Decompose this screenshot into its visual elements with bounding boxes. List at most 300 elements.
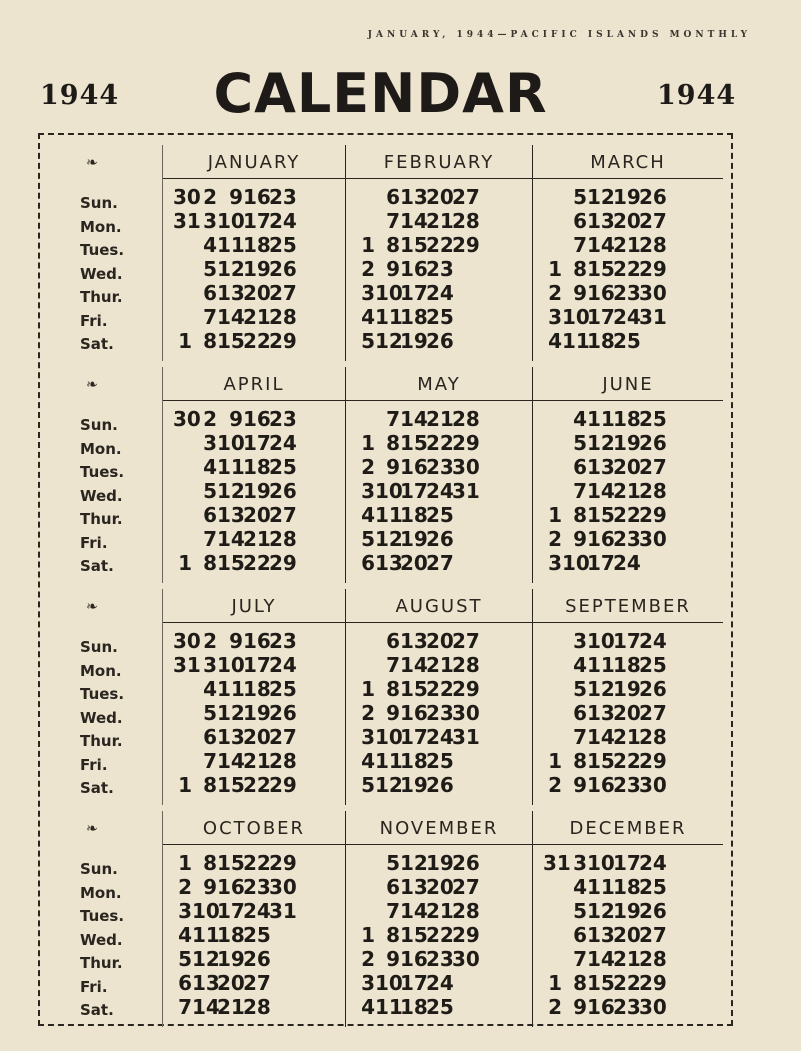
date-number: 8 bbox=[573, 749, 587, 773]
week-column bbox=[613, 851, 639, 1019]
date-number: 29 bbox=[269, 551, 297, 575]
date-number: 3 bbox=[361, 971, 375, 995]
date-number: 2 bbox=[361, 947, 375, 971]
week-column bbox=[543, 629, 562, 797]
date-number: 16 bbox=[587, 995, 615, 1019]
week-column bbox=[452, 851, 478, 1019]
date-number: 29 bbox=[639, 257, 667, 281]
date-number: 23 bbox=[269, 407, 297, 431]
date-number: 9 bbox=[573, 773, 587, 797]
date-number: 4 bbox=[573, 653, 587, 677]
date-number: 27 bbox=[269, 725, 297, 749]
date-number: 19 bbox=[243, 701, 271, 725]
date-number: 20 bbox=[426, 629, 454, 653]
date-number: 29 bbox=[639, 503, 667, 527]
week-column bbox=[587, 851, 613, 1019]
week-column bbox=[173, 407, 201, 575]
week-column bbox=[217, 629, 243, 797]
date-number: 27 bbox=[452, 629, 480, 653]
date-number: 17 bbox=[400, 725, 428, 749]
week-column bbox=[375, 407, 403, 575]
date-number: 7 bbox=[178, 995, 192, 1019]
date-number: 19 bbox=[613, 899, 641, 923]
date-number: 14 bbox=[217, 305, 245, 329]
date-number: 29 bbox=[639, 749, 667, 773]
date-number: 18 bbox=[587, 329, 615, 353]
date-number: 21 bbox=[426, 899, 454, 923]
date-number: 22 bbox=[613, 257, 641, 281]
weeks-grid bbox=[173, 185, 295, 353]
date-number: 12 bbox=[587, 431, 615, 455]
week-column bbox=[400, 407, 426, 575]
day-name: Fri. bbox=[80, 977, 108, 996]
date-number: 13 bbox=[217, 281, 245, 305]
date-number: 4 bbox=[361, 749, 375, 773]
week-column bbox=[400, 629, 426, 797]
date-number: 21 bbox=[426, 209, 454, 233]
week-column bbox=[243, 185, 269, 353]
date-number: 29 bbox=[269, 329, 297, 353]
date-number: 25 bbox=[639, 407, 667, 431]
date-number: 16 bbox=[587, 773, 615, 797]
date-number: 22 bbox=[426, 431, 454, 455]
date-number: 14 bbox=[587, 479, 615, 503]
day-name: Tues. bbox=[80, 463, 125, 481]
date-number: 13 bbox=[587, 209, 615, 233]
date-number: 26 bbox=[452, 851, 480, 875]
month-name: SEPTEMBER bbox=[533, 589, 723, 623]
date-number: 25 bbox=[269, 455, 297, 479]
date-number: 25 bbox=[613, 329, 641, 353]
date-number: 7 bbox=[573, 725, 587, 749]
date-number: 21 bbox=[426, 653, 454, 677]
date-number: 5 bbox=[573, 185, 587, 209]
week-column bbox=[426, 407, 452, 575]
date-number: 17 bbox=[613, 851, 641, 875]
date-number: 16 bbox=[587, 527, 615, 551]
date-number: 22 bbox=[426, 677, 454, 701]
date-number: 5 bbox=[361, 773, 375, 797]
day-name: Wed. bbox=[80, 930, 123, 949]
weeks-grid bbox=[356, 407, 478, 575]
date-number: 10 bbox=[587, 851, 615, 875]
week-column bbox=[356, 629, 375, 797]
date-number: 24 bbox=[613, 305, 641, 329]
date-number: 27 bbox=[639, 455, 667, 479]
week-column bbox=[217, 851, 243, 1019]
month-name: FEBRUARY bbox=[346, 145, 532, 179]
date-number: 12 bbox=[375, 773, 403, 797]
date-number: 1 bbox=[548, 503, 562, 527]
date-number: 15 bbox=[217, 551, 245, 575]
date-number: 23 bbox=[269, 629, 297, 653]
date-number: 10 bbox=[562, 551, 590, 575]
date-number: 19 bbox=[400, 527, 428, 551]
date-number: 10 bbox=[587, 629, 615, 653]
date-number: 2 bbox=[203, 407, 217, 431]
date-number: 27 bbox=[243, 971, 271, 995]
weeks-grid bbox=[543, 185, 665, 353]
date-number: 6 bbox=[386, 875, 400, 899]
date-number: 13 bbox=[587, 455, 615, 479]
year-left: 1944 bbox=[40, 80, 120, 111]
date-number: 7 bbox=[386, 407, 400, 431]
date-number: 25 bbox=[269, 677, 297, 701]
date-number: 2 bbox=[548, 995, 562, 1019]
week-column bbox=[543, 851, 571, 1019]
week-column bbox=[375, 851, 403, 1019]
date-number: 31 bbox=[639, 305, 667, 329]
day-name: Tues. bbox=[80, 685, 125, 703]
date-number: 17 bbox=[613, 629, 641, 653]
date-number: 26 bbox=[426, 329, 454, 353]
date-number: 19 bbox=[613, 677, 641, 701]
date-number: 8 bbox=[203, 329, 217, 353]
date-number: 7 bbox=[573, 479, 587, 503]
date-number: 31 bbox=[173, 209, 201, 233]
date-number: 8 bbox=[573, 503, 587, 527]
date-number: 3 bbox=[203, 209, 217, 233]
page-title: CALENDAR bbox=[213, 62, 548, 125]
date-number: 9 bbox=[229, 407, 243, 431]
date-number: 22 bbox=[243, 851, 271, 875]
date-number: 11 bbox=[192, 923, 220, 947]
date-number: 30 bbox=[269, 875, 297, 899]
date-number: 10 bbox=[217, 653, 245, 677]
date-number: 1 bbox=[361, 923, 375, 947]
date-number: 31 bbox=[543, 851, 571, 875]
week-column bbox=[269, 851, 295, 1019]
date-number: 31 bbox=[452, 725, 480, 749]
date-number: 8 bbox=[386, 677, 400, 701]
date-number: 20 bbox=[613, 455, 641, 479]
date-number: 27 bbox=[452, 185, 480, 209]
date-number: 10 bbox=[375, 725, 403, 749]
date-number: 11 bbox=[217, 677, 245, 701]
month-name: NOVEMBER bbox=[346, 811, 532, 845]
weeks-grid bbox=[173, 851, 295, 1019]
date-number: 10 bbox=[375, 281, 403, 305]
date-number: 14 bbox=[400, 899, 428, 923]
date-number: 16 bbox=[217, 875, 245, 899]
date-number: 22 bbox=[426, 233, 454, 257]
date-number: 18 bbox=[613, 407, 641, 431]
date-number: 24 bbox=[269, 653, 297, 677]
date-number: 29 bbox=[639, 971, 667, 995]
date-number: 24 bbox=[243, 899, 271, 923]
month-june bbox=[532, 367, 723, 583]
date-number: 25 bbox=[269, 233, 297, 257]
week-column bbox=[243, 629, 269, 797]
date-number: 17 bbox=[400, 281, 428, 305]
day-name: Fri. bbox=[80, 311, 108, 330]
date-number: 12 bbox=[587, 677, 615, 701]
date-number: 8 bbox=[573, 257, 587, 281]
date-number: 7 bbox=[203, 527, 217, 551]
date-number: 30 bbox=[639, 527, 667, 551]
quarter-row bbox=[0, 806, 801, 1028]
date-number: 1 bbox=[548, 971, 562, 995]
week-column bbox=[375, 629, 403, 797]
date-number: 20 bbox=[613, 923, 641, 947]
week-column bbox=[356, 407, 375, 575]
quarter-row bbox=[0, 362, 801, 584]
date-number: 23 bbox=[243, 875, 271, 899]
date-number: 28 bbox=[452, 899, 480, 923]
week-column bbox=[400, 851, 426, 1019]
weeks-grid bbox=[173, 407, 295, 575]
month-name: MAY bbox=[346, 367, 532, 401]
date-number: 1 bbox=[361, 431, 375, 455]
day-name: Wed. bbox=[80, 486, 123, 505]
week-column bbox=[426, 185, 452, 353]
date-number: 7 bbox=[203, 305, 217, 329]
date-number: 10 bbox=[192, 899, 220, 923]
date-number: 17 bbox=[217, 899, 245, 923]
date-number: 5 bbox=[361, 527, 375, 551]
date-number: 17 bbox=[400, 479, 428, 503]
quarter-row bbox=[0, 584, 801, 806]
date-number: 26 bbox=[426, 527, 454, 551]
day-name: Sun. bbox=[80, 860, 118, 878]
date-number: 9 bbox=[386, 257, 400, 281]
date-number: 2 bbox=[548, 527, 562, 551]
week-column bbox=[562, 629, 587, 797]
date-number: 20 bbox=[426, 185, 454, 209]
date-number: 2 bbox=[548, 281, 562, 305]
day-name: Sat. bbox=[80, 1001, 114, 1019]
date-number: 23 bbox=[613, 527, 641, 551]
date-number: 22 bbox=[243, 329, 271, 353]
day-name: Fri. bbox=[80, 755, 108, 774]
day-name: Sat. bbox=[80, 779, 114, 797]
date-number: 31 bbox=[173, 653, 201, 677]
date-number: 30 bbox=[173, 407, 201, 431]
date-number: 21 bbox=[613, 947, 641, 971]
date-number: 14 bbox=[217, 527, 245, 551]
month-february bbox=[345, 145, 532, 361]
date-number: 16 bbox=[400, 257, 428, 281]
date-number: 15 bbox=[587, 257, 615, 281]
day-name: Thur. bbox=[80, 288, 123, 306]
date-number: 26 bbox=[243, 947, 271, 971]
month-name: DECEMBER bbox=[533, 811, 723, 845]
date-number: 6 bbox=[203, 281, 217, 305]
date-number: 23 bbox=[426, 947, 454, 971]
date-number: 4 bbox=[178, 923, 192, 947]
week-column bbox=[192, 629, 217, 797]
week-column bbox=[192, 851, 220, 1019]
date-number: 9 bbox=[573, 281, 587, 305]
date-number: 24 bbox=[426, 479, 454, 503]
date-number: 28 bbox=[452, 209, 480, 233]
date-number: 18 bbox=[613, 875, 641, 899]
date-number: 7 bbox=[573, 233, 587, 257]
day-names-column bbox=[80, 192, 160, 357]
date-number: 30 bbox=[639, 773, 667, 797]
date-number: 19 bbox=[400, 329, 428, 353]
date-number: 2 bbox=[203, 629, 217, 653]
week-column bbox=[543, 185, 562, 353]
date-number: 14 bbox=[587, 725, 615, 749]
date-number: 23 bbox=[426, 257, 454, 281]
date-number: 5 bbox=[203, 479, 217, 503]
date-number: 9 bbox=[573, 995, 587, 1019]
date-number: 18 bbox=[400, 305, 428, 329]
weeks-grid bbox=[356, 851, 478, 1019]
date-number: 17 bbox=[243, 431, 271, 455]
week-column bbox=[639, 629, 665, 797]
month-november bbox=[345, 811, 532, 1027]
month-name: APRIL bbox=[163, 367, 345, 401]
date-number: 7 bbox=[386, 209, 400, 233]
week-column bbox=[639, 185, 665, 353]
date-number: 17 bbox=[243, 209, 271, 233]
date-number: 27 bbox=[269, 503, 297, 527]
date-number: 4 bbox=[203, 455, 217, 479]
date-number: 14 bbox=[192, 995, 220, 1019]
day-name: Mon. bbox=[80, 883, 122, 902]
day-name: Wed. bbox=[80, 708, 123, 727]
day-name: Mon. bbox=[80, 217, 122, 236]
date-number: 3 bbox=[548, 305, 562, 329]
date-number: 31 bbox=[452, 479, 480, 503]
day-name: Fri. bbox=[80, 533, 108, 552]
week-column bbox=[613, 629, 639, 797]
date-number: 21 bbox=[243, 527, 271, 551]
date-number: 3 bbox=[361, 281, 375, 305]
month-name: OCTOBER bbox=[163, 811, 345, 845]
month-name: JANUARY bbox=[163, 145, 345, 179]
date-number: 6 bbox=[573, 923, 587, 947]
week-column bbox=[639, 851, 665, 1019]
date-number: 28 bbox=[243, 995, 271, 1019]
date-number: 5 bbox=[361, 329, 375, 353]
date-number: 2 bbox=[361, 455, 375, 479]
date-number: 26 bbox=[639, 677, 667, 701]
date-number: 29 bbox=[452, 233, 480, 257]
date-number: 12 bbox=[375, 329, 403, 353]
week-column bbox=[543, 407, 562, 575]
date-number: 9 bbox=[229, 629, 243, 653]
date-number: 27 bbox=[269, 281, 297, 305]
date-number: 27 bbox=[639, 923, 667, 947]
date-number: 23 bbox=[613, 281, 641, 305]
date-number: 19 bbox=[613, 185, 641, 209]
date-number: 3 bbox=[548, 551, 562, 575]
week-column bbox=[269, 185, 295, 353]
date-number: 26 bbox=[426, 773, 454, 797]
date-number: 13 bbox=[400, 875, 428, 899]
date-number: 11 bbox=[375, 749, 403, 773]
date-number: 17 bbox=[587, 305, 615, 329]
date-number: 4 bbox=[203, 677, 217, 701]
date-number: 29 bbox=[452, 677, 480, 701]
date-number: 22 bbox=[243, 773, 271, 797]
date-number: 22 bbox=[426, 923, 454, 947]
weeks-grid bbox=[356, 185, 478, 353]
date-number: 14 bbox=[217, 749, 245, 773]
date-number: 20 bbox=[243, 725, 271, 749]
date-number: 30 bbox=[173, 185, 201, 209]
date-number: 6 bbox=[573, 209, 587, 233]
month-name: AUGUST bbox=[346, 589, 532, 623]
date-number: 21 bbox=[613, 479, 641, 503]
date-number: 15 bbox=[217, 773, 245, 797]
date-number: 7 bbox=[203, 749, 217, 773]
date-number: 16 bbox=[587, 281, 615, 305]
month-december bbox=[532, 811, 723, 1027]
date-number: 3 bbox=[573, 629, 587, 653]
date-number: 8 bbox=[203, 773, 217, 797]
week-column bbox=[562, 407, 590, 575]
date-number: 1 bbox=[178, 773, 192, 797]
date-number: 16 bbox=[243, 185, 271, 209]
date-number: 11 bbox=[217, 233, 245, 257]
date-number: 9 bbox=[203, 875, 217, 899]
week-column bbox=[562, 185, 590, 353]
date-number: 11 bbox=[375, 305, 403, 329]
date-number: 6 bbox=[573, 701, 587, 725]
date-number: 28 bbox=[452, 407, 480, 431]
date-number: 12 bbox=[587, 899, 615, 923]
date-number: 5 bbox=[386, 851, 400, 875]
date-number: 7 bbox=[386, 899, 400, 923]
week-column bbox=[400, 185, 426, 353]
date-number: 8 bbox=[386, 923, 400, 947]
date-number: 2 bbox=[361, 257, 375, 281]
date-number: 1 bbox=[178, 551, 192, 575]
date-number: 3 bbox=[361, 479, 375, 503]
date-number: 14 bbox=[587, 233, 615, 257]
month-may bbox=[345, 367, 532, 583]
date-number: 19 bbox=[613, 431, 641, 455]
date-number: 12 bbox=[192, 947, 220, 971]
date-number: 8 bbox=[203, 851, 217, 875]
date-number: 15 bbox=[587, 971, 615, 995]
date-number: 15 bbox=[217, 851, 245, 875]
date-number: 18 bbox=[400, 995, 428, 1019]
date-number: 12 bbox=[375, 527, 403, 551]
date-number: 24 bbox=[613, 551, 641, 575]
month-september bbox=[532, 589, 723, 805]
date-number: 6 bbox=[386, 629, 400, 653]
date-number: 3 bbox=[573, 851, 587, 875]
ornament-icon: ❧ bbox=[86, 821, 98, 837]
date-number: 26 bbox=[269, 479, 297, 503]
date-number: 4 bbox=[573, 875, 587, 899]
date-number: 23 bbox=[269, 185, 297, 209]
date-number: 26 bbox=[639, 431, 667, 455]
date-number: 16 bbox=[400, 701, 428, 725]
date-number: 6 bbox=[203, 503, 217, 527]
date-number: 30 bbox=[173, 629, 201, 653]
week-column bbox=[426, 851, 452, 1019]
month-name: MARCH bbox=[533, 145, 723, 179]
date-number: 5 bbox=[203, 257, 217, 281]
date-number: 19 bbox=[243, 479, 271, 503]
date-number: 21 bbox=[613, 233, 641, 257]
ornament-icon: ❧ bbox=[86, 155, 98, 171]
date-number: 3 bbox=[178, 899, 192, 923]
date-number: 4 bbox=[361, 995, 375, 1019]
date-number: 25 bbox=[426, 995, 454, 1019]
date-number: 8 bbox=[386, 233, 400, 257]
date-number: 25 bbox=[426, 749, 454, 773]
date-number: 10 bbox=[217, 431, 245, 455]
day-name: Sun. bbox=[80, 416, 118, 434]
weeks-grid bbox=[356, 629, 478, 797]
